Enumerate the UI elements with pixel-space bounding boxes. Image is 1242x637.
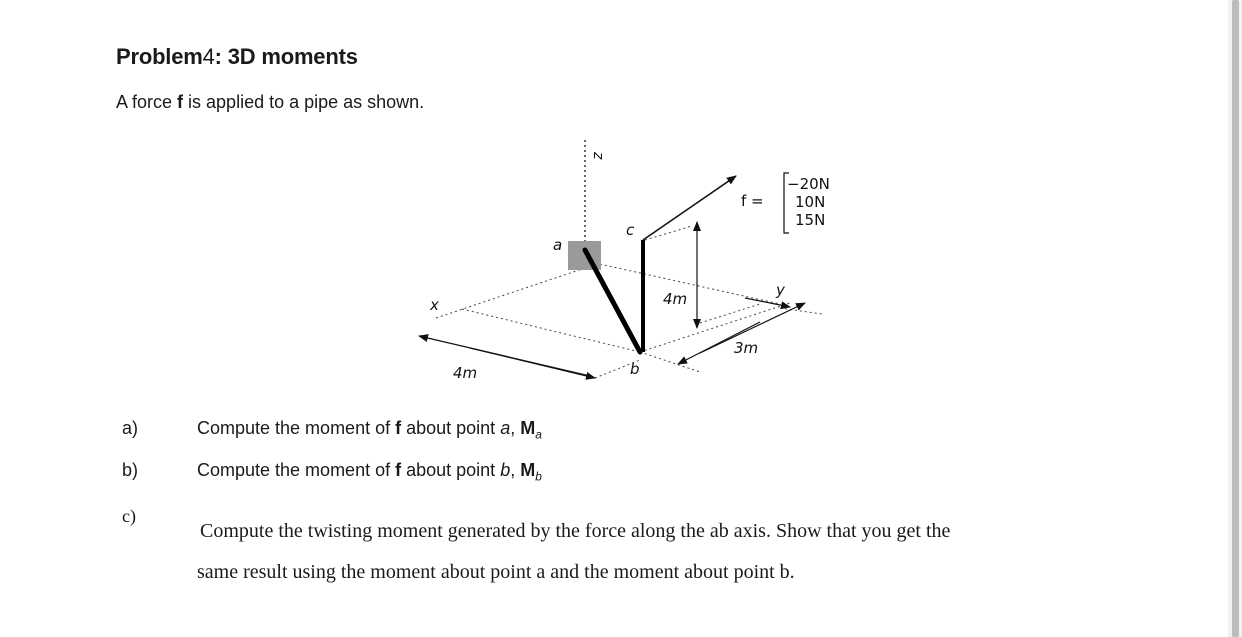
pipe-segment-ab — [585, 250, 640, 352]
question-a-label: a) — [122, 418, 139, 438]
grid-line — [462, 309, 640, 352]
vertical-scrollbar[interactable] — [1228, 0, 1242, 637]
question-c-text — [197, 511, 1097, 593]
dim-x-arrow — [470, 348, 595, 378]
force-arrow — [643, 176, 736, 240]
force-label: f = — [741, 192, 764, 210]
dim-y-label: 3m — [734, 339, 759, 357]
pipe-diagram — [400, 130, 840, 390]
point-a-label: a — [553, 236, 563, 254]
force-component: 10N — [795, 193, 826, 211]
dim-x-label: 4m — [453, 364, 478, 382]
problem-title: Problem4: 3D moments — [116, 44, 358, 69]
point-c-label: c — [626, 221, 635, 239]
force-component: −20N — [787, 175, 830, 193]
grid-line — [700, 304, 760, 323]
scrollbar-thumb[interactable] — [1232, 0, 1239, 637]
question-a-text: Compute the moment of f about point a, $M_a$ — [197, 418, 542, 442]
y-axis-label: y — [776, 281, 785, 299]
force-component: 15N — [795, 211, 826, 229]
y-axis-arrow — [745, 298, 790, 307]
grid-line — [780, 308, 822, 314]
dim-vertical-label: 4m — [663, 290, 688, 308]
grid-line — [640, 352, 700, 372]
question-c-line-1: Compute the twisting moment generated by the force along the ab axis. Show that you get the — [200, 520, 951, 542]
question-c-line-2: same result using the moment about point a and the moment about point b. — [197, 561, 795, 583]
question-b-text: Compute the moment of f about point b, $M_b$ — [197, 460, 542, 484]
problem-intro: A force f is applied to a pipe as shown. — [116, 92, 425, 112]
question-b-label: b) — [122, 460, 139, 480]
x-axis-label: x — [430, 296, 439, 314]
point-b-label: b — [630, 360, 640, 378]
question-c-label: c) — [122, 506, 136, 526]
grid-line — [436, 268, 585, 318]
z-axis-label: z — [590, 152, 606, 160]
